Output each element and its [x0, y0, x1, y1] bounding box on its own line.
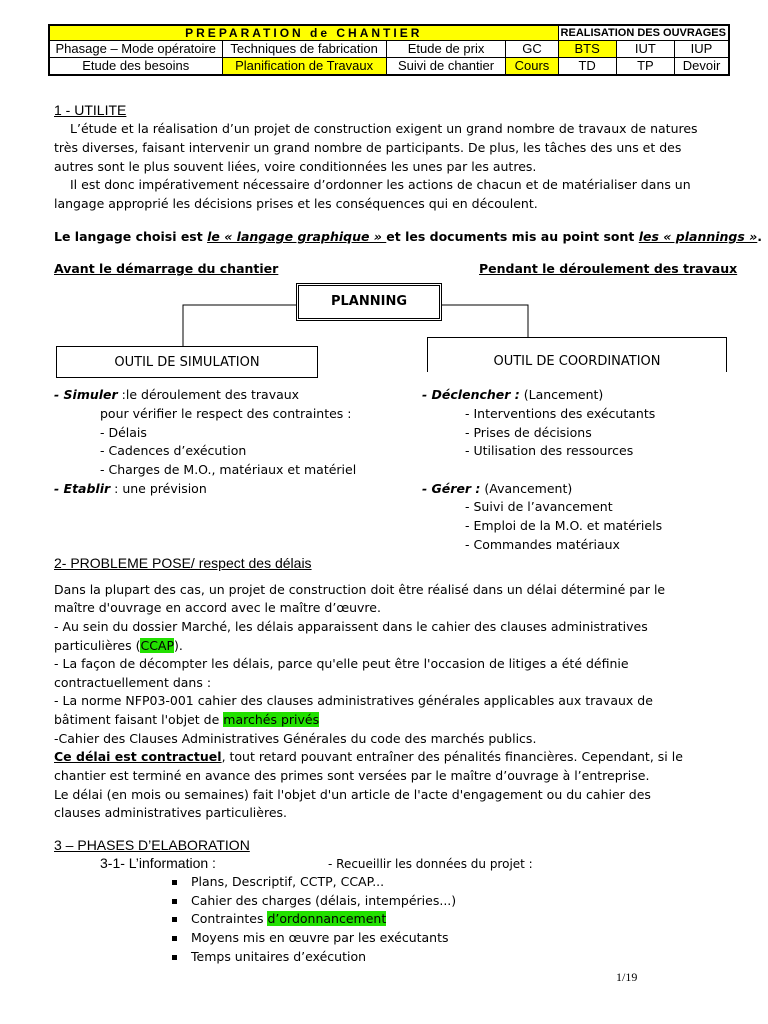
header-cell: Devoir [675, 58, 729, 76]
highlight-span: CCAP [140, 638, 175, 653]
header-cell: GC [506, 41, 558, 58]
page-number: 1/19 [616, 970, 638, 984]
gerer-line [422, 480, 572, 499]
text-span: (Lancement) [519, 387, 604, 402]
section-heading: 2- PROBLEME POSE/ respect des délais [54, 555, 312, 571]
bullet-item [172, 948, 366, 967]
section-heading: 1 - UTILITE [54, 102, 127, 118]
paragraph-line: Il est donc impérativement nécessaire d’ordonner les actions de chacun et de matérialiser dans un [70, 177, 691, 192]
header-cell: TP [616, 58, 674, 76]
paragraph-line: chantier est terminé en avance des primes sont versées par le maître d’ouvrage à l’entreprise. [54, 768, 650, 783]
simuler-line [54, 386, 299, 405]
header-cell-highlight: BTS [558, 41, 616, 58]
text-span: :le déroulement des travaux [117, 387, 300, 402]
bullet-icon [172, 899, 177, 904]
subheading-note: - Recueillir les données du projet : [328, 857, 533, 871]
paragraph-line [54, 637, 183, 656]
paragraph-line: - Au sein du dossier Marché, les délais apparaissent dans le cahier des clauses administratives [54, 619, 648, 634]
header-cell: TD [558, 58, 616, 76]
bullet-item [172, 873, 384, 892]
header-cell: Etude des besoins [49, 58, 222, 76]
list-item: - Charges de M.O., matériaux et matériel [100, 462, 357, 477]
paragraph-line: autres sont le plus souvent liées, voire conditionnées les unes par les autres. [54, 159, 537, 174]
simulation-box: OUTIL DE SIMULATION [56, 346, 318, 378]
label-span: - Gérer : [422, 481, 481, 496]
header-title-right: REALISATION DES OUVRAGES [558, 25, 729, 41]
highlight-span: marchés privés [223, 712, 320, 727]
text-span: Le langage choisi est [54, 229, 208, 244]
during-label: Pendant le déroulement des travaux [479, 261, 738, 276]
text-span: Contraintes [191, 911, 268, 926]
before-label: Avant le démarrage du chantier [54, 261, 279, 276]
label-span: - Déclencher : [422, 387, 520, 402]
list-item: - Commandes matériaux [465, 537, 620, 552]
connector-right [442, 305, 528, 338]
list-item: pour vérifier le respect des contraintes : [100, 406, 352, 421]
highlight-span: d’ordonnancement [267, 911, 387, 926]
header-cell: Etude de prix [386, 41, 506, 58]
header-cell-highlight: Planification de Travaux [222, 58, 386, 76]
text-span: Temps unitaires d’exécution [191, 949, 367, 964]
list-item: - Emploi de la M.O. et matériels [465, 518, 663, 533]
connector-left [183, 305, 297, 347]
paragraph-line: L’étude et la réalisation d’un projet de construction exigent un grand nombre de travaux de natures [70, 121, 698, 136]
text-span: ). [174, 638, 183, 653]
list-item: - Utilisation des ressources [465, 443, 634, 458]
bullet-icon [172, 955, 177, 960]
paragraph-line: très diverses, faisant intervenir un grand nombre de participants. De plus, les tâches des uns et des [54, 140, 682, 155]
paragraph-line [54, 711, 319, 730]
section-heading: 3 – PHASES D’ELABORATION [54, 837, 250, 853]
text-span: Cahier des charges (délais, intempéries...) [191, 893, 457, 908]
bullet-item [172, 929, 449, 948]
paragraph-line: maître d'ouvrage en accord avec le maître d’œuvre. [54, 600, 381, 615]
paragraph-line: contractuellement dans : [54, 675, 212, 690]
declencher-line [422, 386, 603, 405]
etablir-line [54, 480, 207, 499]
text-span: bâtiment faisant l'objet de [54, 712, 224, 727]
paragraph-line [54, 748, 683, 767]
header-cell: IUP [675, 41, 729, 58]
planning-box: PLANNING [296, 283, 442, 321]
list-item: - Cadences d’exécution [100, 443, 247, 458]
header-title-left: PREPARATION de CHANTIER [49, 25, 558, 41]
coordination-box: OUTIL DE COORDINATION [427, 337, 727, 372]
text-span: . [757, 229, 763, 244]
paragraph-line: - La façon de décompter les délais, parce qu'elle peut être l'occasion de litiges a été définie [54, 656, 629, 671]
paragraph-line: langage approprié les décisions prises et les conséquences qui en découlent. [54, 196, 538, 211]
text-span: Plans, Descriptif, CCTP, CCAP... [191, 874, 385, 889]
paragraph-line: Le délai (en mois ou semaines) fait l'objet d'un article de l'acte d'engagement ou du cahier des [54, 787, 651, 802]
label-span: - Simuler [54, 387, 118, 402]
bullet-icon [172, 936, 177, 941]
header-cell-highlight: Cours [506, 58, 558, 76]
list-item: - Interventions des exécutants [465, 406, 656, 421]
bullet-item [172, 892, 456, 911]
label-span: - Etablir [54, 481, 111, 496]
header-cell: Suivi de chantier [386, 58, 506, 76]
list-item: - Délais [100, 425, 147, 440]
emphasis-span: le « langage graphique » [207, 229, 387, 244]
text-span: Moyens mis en œuvre par les exécutants [191, 930, 449, 945]
header-cell: Techniques de fabrication [222, 41, 386, 58]
paragraph-line: - La norme NFP03-001 cahier des clauses administratives générales applicables aux travaux de [54, 693, 653, 708]
paragraph-line: -Cahier des Clauses Administratives Générales du code des marchés publics. [54, 731, 537, 746]
list-item: - Suivi de l’avancement [465, 499, 613, 514]
paragraph-line: Dans la plupart des cas, un projet de construction doit être réalisé dans un délai déterminé par le [54, 582, 666, 597]
bullet-icon [172, 880, 177, 885]
bullet-icon [172, 917, 177, 922]
list-item: - Prises de décisions [465, 425, 592, 440]
text-span: et les documents mis au point sont [386, 229, 639, 244]
text-span: , tout retard pouvant entraîner des pénalités financières. Cependant, si le [221, 749, 683, 764]
bullet-item [172, 910, 386, 929]
header-cell: IUT [616, 41, 674, 58]
header-cell: Phasage – Mode opératoire [49, 41, 222, 58]
text-span: particulières ( [54, 638, 141, 653]
paragraph-line: clauses administratives particulières. [54, 805, 287, 820]
text-span: (Avancement) [480, 481, 573, 496]
subheading: 3-1- L’information : [100, 855, 216, 871]
text-span: : une prévision [110, 481, 207, 496]
emphasis-span: Ce délai est contractuel [54, 749, 222, 764]
emphasis-span: les « plannings » [638, 229, 758, 244]
